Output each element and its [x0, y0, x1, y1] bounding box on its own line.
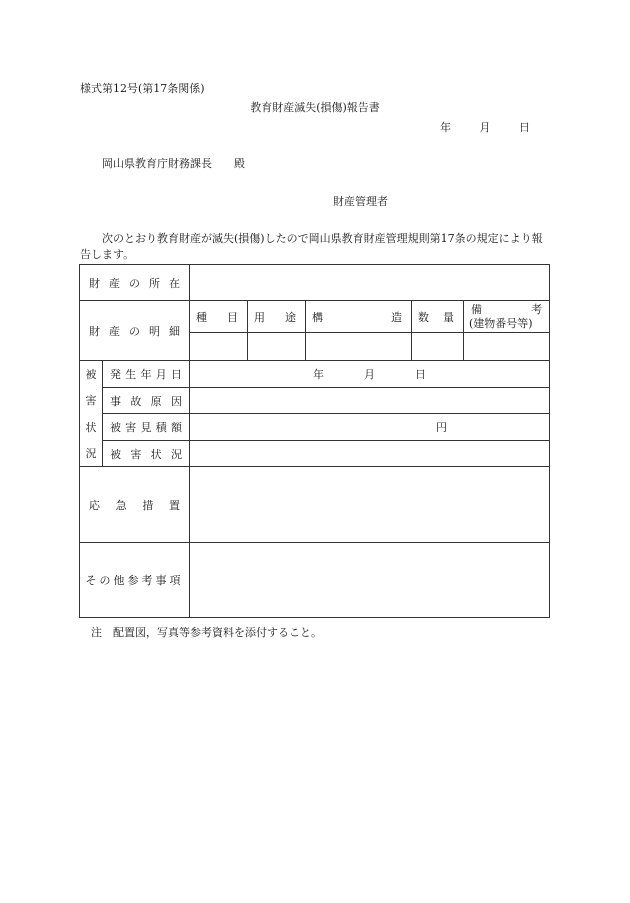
cause-label-char: 故 [130, 394, 142, 408]
details-label-char: 明 [149, 324, 160, 338]
situation-label-char: 況 [170, 447, 182, 461]
col-remarks-char: 備 [471, 302, 482, 316]
location-label [80, 265, 190, 301]
occ-month: 月 [364, 368, 376, 381]
estimate-label-char: 害 [125, 421, 137, 434]
details-label-char: 財 [89, 324, 100, 338]
details-label-char: 産 [109, 324, 120, 338]
other-label: その他参考事項 [80, 543, 190, 618]
occurrence-label-char: 発 [110, 368, 121, 381]
estimate-label-char: 見 [140, 421, 152, 434]
col-quantity [412, 301, 464, 333]
document-title: 教育財産滅失(損傷)報告書 [250, 101, 380, 114]
col-kind [190, 301, 248, 333]
remarks-value[interactable] [464, 333, 550, 361]
col-quantity-char: 数 [418, 310, 429, 324]
estimate-value[interactable] [190, 414, 550, 441]
col-use-char: 用 [254, 310, 265, 324]
use-value[interactable] [248, 333, 306, 361]
cause-value[interactable] [190, 388, 550, 414]
estimate-label-char: 額 [171, 421, 182, 434]
details-label-char: 細 [169, 324, 180, 338]
damage-label-char: 害 [85, 394, 97, 408]
occurrence-label [103, 361, 190, 388]
estimate-label-char: 被 [110, 421, 121, 434]
report-date [440, 119, 530, 135]
remarks-sub: (建物番号等) [469, 316, 533, 330]
location-label-char: 産 [109, 276, 120, 290]
occurrence-label-char: 生 [125, 368, 137, 381]
occ-day: 日 [415, 368, 427, 381]
col-use [248, 301, 306, 333]
body-text: 次のとおり教育財産が滅失(損傷)したので岡山県教育財産管理規則第17条の規定により報告します。 [80, 232, 543, 261]
cause-label-char: 事 [110, 394, 121, 408]
emergency-label-char: 急 [115, 498, 127, 512]
details-label [80, 301, 190, 361]
other-value[interactable] [190, 543, 550, 618]
damage-label-char: 状 [85, 420, 97, 434]
situation-label-char: 状 [150, 447, 162, 461]
location-value[interactable] [190, 265, 550, 301]
col-use-char: 途 [285, 310, 296, 324]
location-label-char: 財 [89, 276, 100, 290]
occurrence-label-char: 年 [140, 368, 152, 381]
location-label-char: の [129, 276, 140, 290]
form-number: 様式第12号(第17条関係) [80, 82, 205, 95]
date-month: 月 [479, 121, 491, 134]
cause-label-char: 原 [150, 394, 162, 408]
situation-label-char: 被 [110, 447, 121, 461]
damage-label [80, 361, 103, 467]
occurrence-label-char: 月 [155, 368, 167, 381]
situation-label-char: 害 [130, 447, 142, 461]
col-remarks [464, 301, 550, 333]
property-manager: 財産管理者 [333, 195, 388, 208]
cause-label-char: 因 [170, 394, 182, 408]
yen-unit: 円 [436, 421, 447, 434]
details-label-char: の [129, 324, 140, 338]
col-structure-char: 構 [312, 310, 323, 324]
occurrence-value[interactable] [190, 361, 550, 388]
report-table [79, 264, 550, 618]
col-structure-char: 造 [391, 310, 402, 324]
col-structure [306, 301, 412, 333]
emergency-label-char: 置 [168, 498, 180, 512]
structure-value[interactable] [306, 333, 412, 361]
location-label-char: 在 [169, 276, 180, 290]
occurrence-label-char: 日 [171, 368, 182, 381]
situation-value[interactable] [190, 441, 550, 467]
date-year: 年 [440, 121, 451, 134]
situation-label [103, 441, 190, 467]
location-label-char: 所 [149, 276, 160, 290]
col-remarks-char: 考 [531, 302, 543, 316]
estimate-label-char: 積 [155, 421, 167, 434]
addressee: 岡山県教育庁財務課長 殿 [102, 157, 245, 170]
cause-label [103, 388, 190, 414]
occ-year: 年 [313, 368, 325, 381]
footnote: 注 配置図，写真等参考資料を添付すること。 [91, 626, 322, 639]
damage-label-char: 況 [85, 447, 97, 461]
col-kind-char: 種 [196, 310, 207, 324]
estimate-label [103, 414, 190, 441]
col-quantity-char: 量 [443, 310, 454, 324]
col-kind-char: 目 [227, 310, 238, 324]
damage-label-char: 被 [85, 367, 97, 381]
emergency-value[interactable] [190, 467, 550, 543]
kind-value[interactable] [190, 333, 248, 361]
emergency-label-char: 措 [142, 498, 154, 512]
emergency-label-char: 応 [89, 498, 100, 512]
quantity-value[interactable] [412, 333, 464, 361]
date-day: 日 [519, 121, 530, 134]
emergency-label [80, 467, 190, 543]
